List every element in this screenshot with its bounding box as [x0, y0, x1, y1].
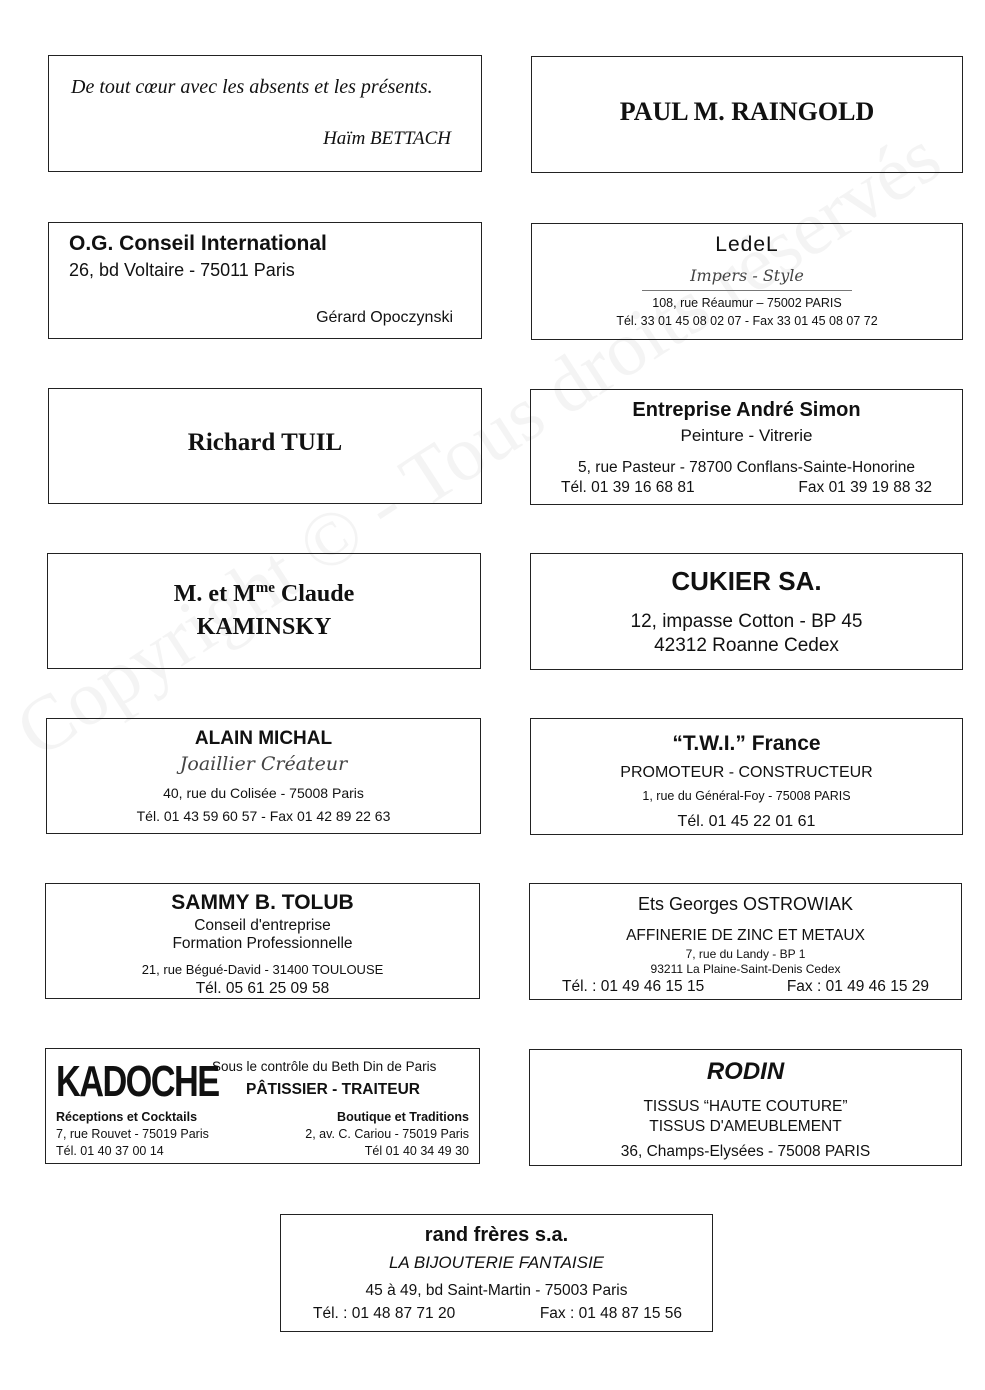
- card-twi: [530, 718, 963, 835]
- michal-name: ALAIN MICHAL: [194, 728, 333, 749]
- cukier-address2: 42312 Roanne Cedex: [654, 635, 839, 656]
- tuil-name: Richard TUIL: [187, 429, 343, 456]
- kadoche-right-phone: Tél 01 40 34 49 30: [364, 1144, 469, 1158]
- card-raingold: [531, 56, 963, 173]
- tolub-line2: Formation Professionnelle: [172, 935, 353, 952]
- tolub-line1: Conseil d'entreprise: [194, 917, 331, 934]
- twi-address: 1, rue du Général-Foy - 75008 PARIS: [642, 789, 851, 803]
- kadoche-left-phone: Tél. 01 40 37 00 14: [56, 1144, 164, 1158]
- simon-trade: Peinture - Vitrerie: [680, 426, 813, 445]
- cukier-address1: 12, impasse Cotton - BP 45: [630, 611, 863, 632]
- ledel-tagline: Impers - Style: [690, 266, 804, 285]
- rodin-address: 36, Champs-Elysées - 75008 PARIS: [620, 1143, 871, 1160]
- kadoche-right-address: 2, av. C. Cariou - 75019 Paris: [305, 1127, 469, 1141]
- twi-trade: PROMOTEUR - CONSTRUCTEUR: [620, 764, 873, 781]
- og-company: O.G. Conseil International: [69, 232, 327, 255]
- ostrowiak-address2: 93211 La Plaine-Saint-Denis Cedex: [650, 962, 841, 976]
- rand-address: 45 à 49, bd Saint-Martin - 75003 Paris: [365, 1282, 628, 1299]
- twi-company: “T.W.I.” France: [672, 732, 821, 755]
- card-bettach: [48, 55, 482, 172]
- og-person: Gérard Opoczynski: [316, 309, 453, 326]
- kaminsky-title: M. et $M^{me}$ Claude: [173, 580, 355, 607]
- michal-address: 40, rue du Colisée - 75008 Paris: [163, 785, 364, 801]
- michal-tagline: Joaillier Créateur: [179, 753, 348, 775]
- card-cukier: [530, 553, 963, 670]
- kadoche-logo: KADOCHE: [56, 1057, 219, 1106]
- card-kaminsky: [47, 553, 481, 669]
- ostrowiak-fax: Fax : 01 49 46 15 29: [786, 978, 929, 995]
- ledel-company: LedeL: [715, 233, 779, 256]
- card-ostrowiak: [529, 883, 962, 1000]
- card-michal: [46, 718, 481, 834]
- ledel-address: 108, rue Réaumur – 75002 PARIS: [652, 296, 842, 310]
- card-rand: [280, 1214, 713, 1332]
- rodin-line2: TISSUS D'AMEUBLEMENT: [649, 1118, 842, 1135]
- ledel-phone: Tél. 33 01 45 08 02 07 - Fax 33 01 45 08 07 72: [616, 314, 878, 328]
- kadoche-supervision: Sous le contrôle du Beth Din de Paris: [212, 1059, 437, 1074]
- rand-tel: Tél. : 01 48 87 71 20: [313, 1305, 456, 1322]
- kaminsky-surname: KAMINSKY: [196, 614, 332, 640]
- rand-fax: Fax : 01 48 87 15 56: [539, 1305, 682, 1322]
- ostrowiak-company: Ets Georges OSTROWIAK: [637, 894, 854, 914]
- card-tuil: [48, 388, 482, 504]
- ostrowiak-trade: AFFINERIE DE ZINC ET METAUX: [626, 927, 865, 944]
- bettach-quote: De tout cœur avec les absents et les présents.: [71, 76, 433, 98]
- simon-company: Entreprise André Simon: [632, 399, 861, 421]
- simon-contact-row: [531, 479, 962, 497]
- kadoche-left-address: 7, rue Rouvet - 75019 Paris: [56, 1127, 209, 1141]
- card-og-conseil: [48, 222, 482, 339]
- rand-tagline: LA BIJOUTERIE FANTAISIE: [388, 1253, 605, 1272]
- simon-fax: Fax 01 39 19 88 32: [798, 479, 932, 496]
- michal-phone: Tél. 01 43 59 60 57 - Fax 01 42 89 22 63: [136, 808, 391, 824]
- tolub-address: 21, rue Bégué-David - 31400 TOULOUSE: [141, 962, 384, 977]
- rodin-line1: TISSUS “HAUTE COUTURE”: [643, 1098, 848, 1115]
- ostrowiak-contact-row: [530, 978, 961, 996]
- ledel-divider: [642, 290, 852, 291]
- kadoche-trade: PÂTISSIER - TRAITEUR: [246, 1081, 420, 1098]
- bettach-signature: Haïm BETTACH: [323, 128, 451, 149]
- card-tolub: [45, 883, 480, 999]
- og-address: 26, bd Voltaire - 75011 Paris: [69, 260, 295, 280]
- rand-contact-row: [281, 1305, 712, 1323]
- raingold-name: PAUL M. RAINGOLD: [619, 97, 875, 126]
- kadoche-right-column: [305, 1109, 469, 1160]
- card-simon: [530, 389, 963, 505]
- simon-address: 5, rue Pasteur - 78700 Conflans-Sainte-Honorine: [578, 459, 915, 476]
- kadoche-left-title: Réceptions et Cocktails: [56, 1110, 198, 1124]
- rodin-name: RODIN: [706, 1058, 785, 1085]
- cukier-company: CUKIER SA.: [671, 566, 822, 596]
- card-rodin: [529, 1049, 962, 1166]
- kadoche-left-column: [56, 1109, 209, 1160]
- tolub-name: SAMMY B. TOLUB: [171, 891, 354, 914]
- card-kadoche: [45, 1048, 480, 1164]
- ostrowiak-address1: 7, rue du Landy - BP 1: [685, 947, 806, 961]
- tolub-phone: Tél. 05 61 25 09 58: [195, 980, 330, 997]
- twi-phone: Tél. 01 45 22 01 61: [677, 813, 816, 830]
- card-ledel: [531, 223, 963, 340]
- ostrowiak-tel: Tél. : 01 49 46 15 15: [562, 978, 705, 995]
- kadoche-right-title: Boutique et Traditions: [337, 1110, 469, 1124]
- rand-company: rand frères s.a.: [424, 1224, 569, 1246]
- simon-tel: Tél. 01 39 16 68 81: [561, 479, 695, 496]
